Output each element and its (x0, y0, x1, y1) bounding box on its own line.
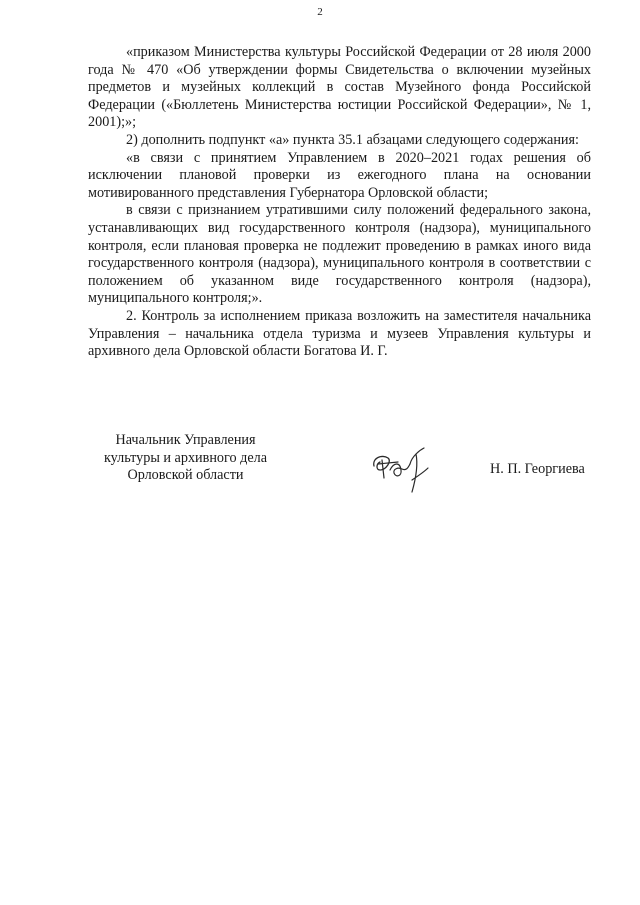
signatory-position-line: Начальник Управления (115, 432, 256, 448)
signatory-name: Н. П. Георгиева (490, 461, 585, 477)
paragraph-quoted-addition-1: «в связи с принятием Управлением в 2020–2021 годах решения об исключении плановой проверки из ежегодного плана на основании мотивированного представления Губернатора Орловской области; (88, 149, 591, 201)
paragraph-order-reference: «приказом Министерства культуры Российской Федерации от 28 июля 2000 года № 470 «Об утверждении формы Свидетельства о включении музейных предметов и музейных коллекций в состав Музейного фонда Российской Федерации («Бюллетень Министерства юстиции Российской Федерации», № 1, 2001);»; (88, 44, 591, 131)
handwritten-signature (368, 440, 440, 496)
paragraph-control-clause: 2. Контроль за исполнением приказа возложить на заместителя начальника Управления – начальника отдела туризма и музеев Управления культуры и архивного дела Орловской области Богатова И. Г. (88, 307, 591, 360)
page-number: 2 (317, 6, 323, 18)
signatory-position (88, 432, 283, 485)
paragraph-item-2: 2) дополнить подпункт «а» пункта 35.1 абзацами следующего содержания: (126, 131, 579, 148)
signatory-position-line: культуры и архивного дела (103, 449, 268, 466)
signature-block (0, 432, 640, 512)
document-body (88, 44, 591, 361)
signatory-position-line: Орловской области (127, 467, 244, 484)
paragraph-quoted-addition-2: в связи с признанием утратившими силу положений федерального закона, устанавливающих вид государственного контроля (надзора), муниципального контроля, если плановая проверка не подлежит проведению в рамках иного вида государственного контроля (надзора), муниципального контроля в соответствии с положением об указанном виде государственного контроля (надзора), муниципального контроля;». (88, 202, 591, 307)
